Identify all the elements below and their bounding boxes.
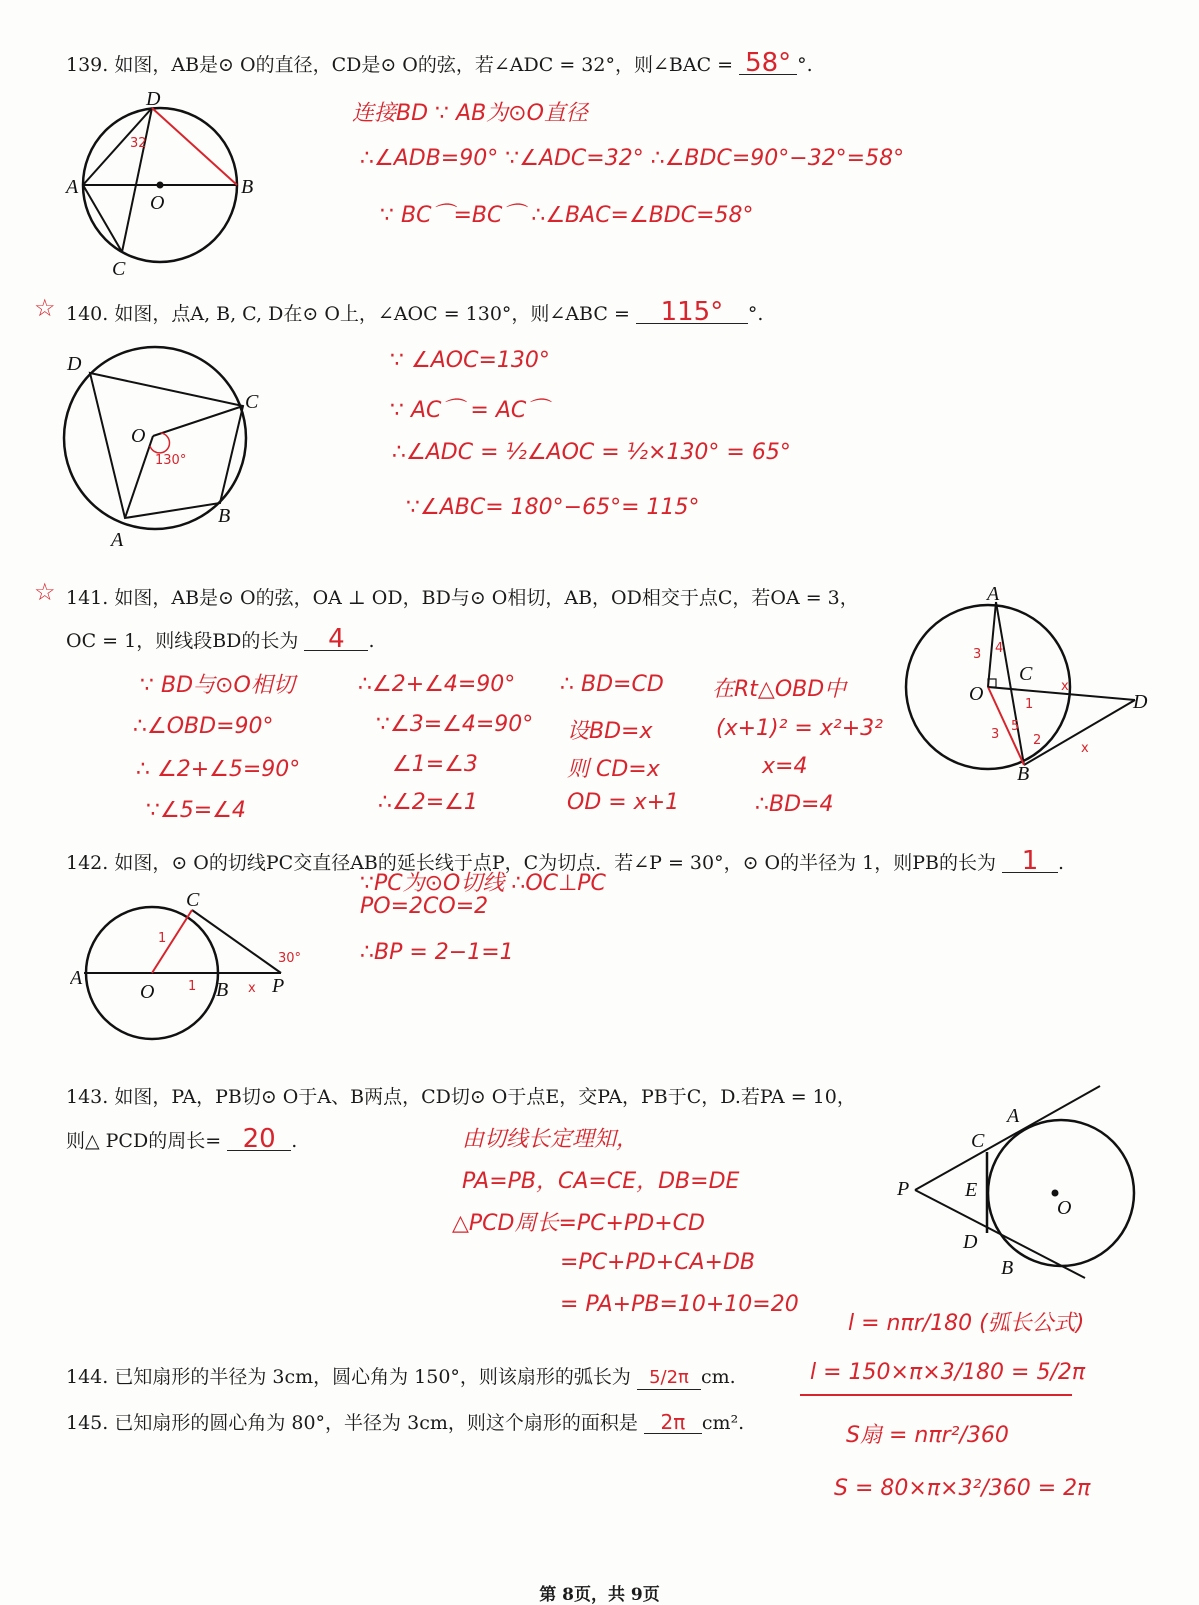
q143-answer: 20 bbox=[227, 1128, 291, 1151]
svg-text:1: 1 bbox=[188, 979, 197, 994]
svg-text:B: B bbox=[1001, 1257, 1014, 1279]
label-b: B bbox=[241, 176, 254, 198]
q140-work-1: ∵ ∠AOC=130° bbox=[390, 348, 550, 373]
svg-text:x: x bbox=[1081, 741, 1089, 756]
svg-text:1: 1 bbox=[158, 931, 167, 946]
svg-text:O: O bbox=[1057, 1197, 1072, 1219]
separator-line bbox=[800, 1394, 1072, 1396]
tangent-pc bbox=[192, 910, 281, 973]
q143-work-5: = PA+PB=10+10=20 bbox=[560, 1292, 799, 1317]
svg-text:x: x bbox=[1061, 679, 1069, 694]
angle-label: 32 bbox=[130, 136, 147, 151]
q145-work-1: S扇 = nπr²/360 bbox=[846, 1423, 1009, 1448]
q143-work-1: 由切线长定理知， bbox=[462, 1127, 639, 1152]
q143-work-3: △PCD周长=PC+PD+CD bbox=[452, 1211, 705, 1236]
svg-text:O: O bbox=[140, 981, 155, 1003]
svg-text:D: D bbox=[963, 1231, 978, 1253]
q144-answer: 5/2π bbox=[637, 1367, 701, 1390]
q139-answer: 58° bbox=[739, 52, 797, 75]
svg-text:1: 1 bbox=[1025, 697, 1034, 712]
q143-work-4: =PC+PD+CA+DB bbox=[560, 1250, 756, 1275]
q139-work-2: ∴∠ADB=90° ∵∠ADC=32° ∴∠BDC=90°−32°=58° bbox=[360, 146, 905, 171]
q142-answer: 1 bbox=[1002, 850, 1058, 873]
q140-work-2: ∵ AC⌒ = AC⌒ bbox=[390, 398, 549, 423]
q141-prompt-1: 141. 如图，AB是⊙ O的弦，OA ⊥ OD，BD与⊙ O相切，AB，OD相交于点C，若OA = 3， bbox=[66, 587, 859, 609]
q140-work-4: ∵∠ABC= 180°−65°= 115° bbox=[406, 495, 700, 520]
q139-prompt: 139. 如图，AB是⊙ O的直径，CD是⊙ O的弦，若∠ADC = 32°，则∠BAC = 58° °. bbox=[66, 48, 813, 78]
svg-text:3: 3 bbox=[991, 727, 1000, 742]
svg-text:A: A bbox=[987, 583, 1000, 605]
svg-text:D: D bbox=[1133, 691, 1148, 713]
label-o: O bbox=[150, 192, 165, 214]
q140-prompt: 140. 如图，点A, B, C, D在⊙ O上，∠AOC = 130°，则∠ABC = 115° °. bbox=[66, 297, 764, 327]
q142-work-2: PO=2CO=2 bbox=[360, 894, 489, 919]
svg-text:B: B bbox=[218, 505, 231, 527]
q141-answer: 4 bbox=[304, 628, 368, 651]
label-d: D bbox=[146, 88, 161, 110]
q141-figure bbox=[895, 580, 1165, 780]
q145-prompt: 145. 已知扇形的圆心角为 80°，半径为 3cm，则这个扇形的面积是 2π cm². bbox=[66, 1410, 745, 1434]
svg-text:30°: 30° bbox=[278, 951, 302, 966]
q140-answer: 115° bbox=[636, 301, 748, 324]
q144-work-2: l = 150×π×3/180 = 5/2π bbox=[810, 1360, 1086, 1385]
svg-text:A: A bbox=[1007, 1105, 1020, 1127]
q140-work-3: ∴∠ADC = ½∠AOC = ½×130° = 65° bbox=[392, 440, 791, 465]
svg-text:B: B bbox=[216, 979, 229, 1001]
svg-text:C: C bbox=[186, 889, 200, 911]
svg-text:O: O bbox=[969, 683, 984, 705]
q139-figure bbox=[60, 85, 280, 285]
svg-text:P: P bbox=[272, 975, 285, 997]
svg-text:B: B bbox=[1017, 763, 1030, 780]
star-icon: ☆ bbox=[34, 294, 56, 322]
q145-answer: 2π bbox=[644, 1411, 702, 1434]
svg-text:3: 3 bbox=[973, 647, 982, 662]
q142-figure bbox=[70, 880, 320, 1050]
svg-text:2: 2 bbox=[1033, 733, 1042, 748]
q143-work-2: PA=PB，CA=CE，DB=DE bbox=[462, 1169, 740, 1194]
label-a: A bbox=[66, 176, 79, 198]
q143-prompt-1: 143. 如图，PA，PB切⊙ O于A、B两点，CD切⊙ O于点E，交PA，PB于C，D.若PA = 10， bbox=[66, 1086, 856, 1108]
q142-prompt: 142. 如图，⊙ O的切线PC交直径AB的延长线于点P，C为切点．若∠P = 30°，⊙ O的半径为 1，则PB的长为 1 . bbox=[66, 846, 1065, 876]
q144-work-1: l = nπr/180 (弧长公式) bbox=[848, 1311, 1085, 1336]
page-footer: 第 8页，共 9页 bbox=[539, 1585, 660, 1605]
tangent-pa bbox=[915, 1086, 1100, 1190]
q143-figure bbox=[895, 1080, 1155, 1280]
svg-text:130°: 130° bbox=[155, 453, 187, 468]
svg-text:C: C bbox=[971, 1130, 985, 1152]
chord-bd bbox=[152, 108, 237, 185]
svg-text:5: 5 bbox=[1011, 719, 1020, 734]
center-dot bbox=[157, 182, 164, 189]
quadrilateral-abcd bbox=[90, 373, 243, 518]
star-icon: ☆ bbox=[34, 578, 56, 606]
q142-work-1: ∵PC为⊙O切线 ∴OC⊥PC bbox=[360, 871, 606, 896]
q140-figure bbox=[55, 340, 285, 555]
q141-prompt-2: OC = 1，则线段BD的长为 4 . bbox=[66, 624, 375, 654]
svg-text:D: D bbox=[67, 353, 82, 375]
svg-text:A: A bbox=[111, 529, 124, 551]
svg-text:C: C bbox=[245, 391, 259, 413]
q145-work-2: S = 80×π×3²/360 = 2π bbox=[834, 1476, 1091, 1501]
svg-text:4: 4 bbox=[995, 641, 1004, 656]
q144-prompt: 144. 已知扇形的半径为 3cm，圆心角为 150°，则该扇形的弧长为 5/2π cm. bbox=[66, 1366, 736, 1388]
q143-prompt-2: 则△ PCD的周长= 20 . bbox=[66, 1124, 298, 1154]
svg-text:C: C bbox=[1019, 663, 1033, 685]
q139-work-1: 连接BD ∵ AB为⊙O直径 bbox=[352, 101, 588, 126]
q139-work-3: ∵ BC⌒=BC⌒ ∴∠BAC=∠BDC=58° bbox=[380, 203, 754, 228]
q142-work-3: ∴BP = 2−1=1 bbox=[360, 940, 514, 965]
svg-text:P: P bbox=[897, 1178, 910, 1200]
svg-text:A: A bbox=[70, 967, 83, 989]
svg-text:O: O bbox=[131, 425, 146, 447]
svg-text:E: E bbox=[965, 1179, 978, 1201]
svg-text:x: x bbox=[248, 981, 256, 996]
label-c: C bbox=[112, 258, 126, 280]
